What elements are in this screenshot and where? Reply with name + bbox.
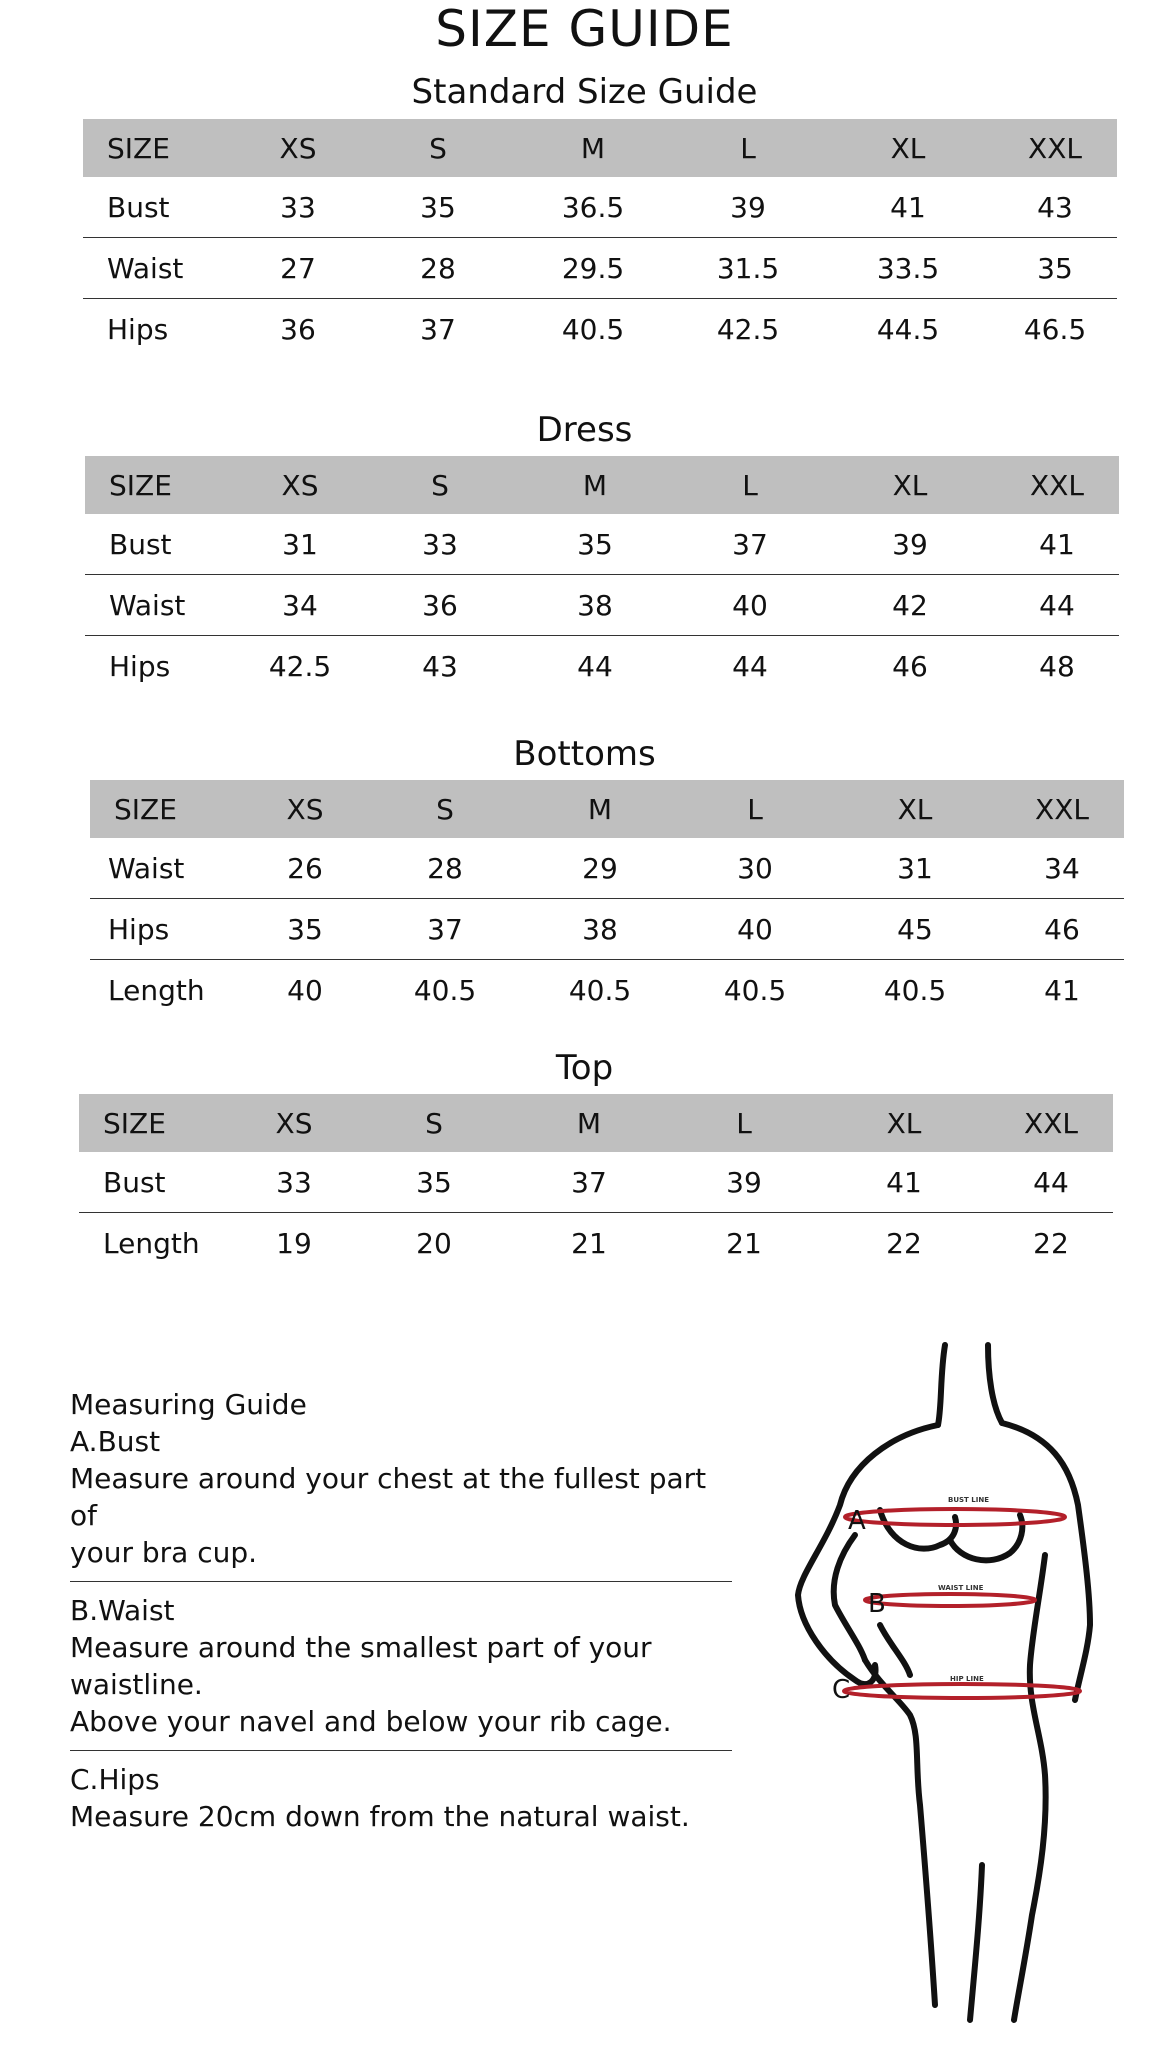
table-cell: 37	[509, 1152, 669, 1213]
bottoms-size-table	[90, 780, 1124, 1020]
divider	[70, 1750, 732, 1751]
table-cell: 21	[726, 1226, 762, 1260]
guide-item-heading: A.Bust	[70, 1425, 161, 1458]
header-cell: XS	[229, 1094, 359, 1152]
table-cell: 39	[825, 514, 995, 575]
table-cell: 35	[359, 1152, 509, 1213]
table-row	[79, 1213, 1113, 1274]
table-cell: 42	[825, 575, 995, 636]
header-cell: L	[669, 1094, 819, 1152]
guide-item-text: Measure around the smallest part of your waistline.	[70, 1631, 652, 1701]
guide-item-heading: B.Waist	[70, 1594, 175, 1627]
row-label: Length	[103, 1226, 200, 1260]
bust-line-label: BUST LINE	[948, 1496, 989, 1504]
table-cell: 33	[229, 1152, 359, 1213]
table-cell: 46	[892, 649, 928, 683]
row-label: Waist	[90, 838, 240, 899]
figure-letter-b: B	[868, 1589, 886, 1619]
table-cell: 22	[886, 1226, 922, 1260]
table-cell: 38	[520, 899, 680, 960]
table-cell: 39	[669, 1152, 819, 1213]
header-cell: M	[515, 456, 675, 514]
table-cell: 22	[1033, 1226, 1069, 1260]
row-label: Waist	[83, 238, 233, 299]
header-cell: S	[359, 1094, 509, 1152]
table-cell: 34	[235, 575, 365, 636]
table-cell: 31	[235, 514, 365, 575]
table-cell: 46	[1000, 899, 1124, 960]
header-cell: XXL	[1000, 780, 1124, 838]
body-measurement-figure	[770, 1305, 1110, 2025]
header-cell: XXL	[989, 1094, 1113, 1152]
table-cell: 30	[680, 838, 830, 899]
table-cell: 40.5	[568, 973, 632, 1007]
table-cell: 44.5	[876, 312, 940, 346]
hip-line-label: HIP LINE	[950, 1675, 984, 1683]
table-row	[85, 514, 1119, 575]
row-label: Hips	[90, 899, 240, 960]
table-cell: 28	[370, 838, 520, 899]
header-cell: XL	[823, 119, 993, 177]
table-cell: 41	[823, 177, 993, 238]
table-cell: 44	[989, 1152, 1113, 1213]
table-cell: 42.5	[716, 312, 780, 346]
row-label: Hips	[107, 312, 169, 346]
header-cell: SIZE	[90, 780, 240, 838]
standard-size-table	[83, 119, 1117, 359]
section-title-top: Top	[555, 1048, 614, 1088]
table-cell: 40.5	[561, 312, 625, 346]
table-cell: 38	[515, 575, 675, 636]
figure-letter-a: A	[848, 1506, 866, 1536]
table-header-row	[85, 456, 1119, 514]
table-cell: 48	[1039, 649, 1075, 683]
row-label: Hips	[109, 649, 171, 683]
header-cell: SIZE	[85, 456, 235, 514]
table-cell: 29.5	[513, 238, 673, 299]
table-row	[90, 838, 1124, 899]
header-cell: M	[509, 1094, 669, 1152]
table-cell: 26	[240, 838, 370, 899]
table-cell: 35	[993, 238, 1117, 299]
dress-size-table	[85, 456, 1119, 696]
header-cell: XL	[825, 456, 995, 514]
guide-item-waist	[70, 1592, 740, 1750]
table-cell: 37	[370, 899, 520, 960]
table-header-row	[79, 1094, 1113, 1152]
header-cell: L	[680, 780, 830, 838]
row-label: Waist	[85, 575, 235, 636]
table-cell: 36	[365, 575, 515, 636]
table-row	[79, 1152, 1113, 1213]
table-row	[83, 299, 1117, 360]
table-cell: 43	[993, 177, 1117, 238]
guide-item-heading: C.Hips	[70, 1763, 160, 1796]
table-header-row	[83, 119, 1117, 177]
table-cell: 46.5	[1023, 312, 1087, 346]
table-cell: 40.5	[413, 973, 477, 1007]
table-cell: 39	[673, 177, 823, 238]
row-label: Bust	[85, 514, 235, 575]
table-row	[90, 960, 1124, 1021]
table-cell: 36	[280, 312, 316, 346]
table-row	[83, 238, 1117, 299]
table-cell: 41	[819, 1152, 989, 1213]
waist-line-label: WAIST LINE	[938, 1584, 984, 1592]
table-cell: 40.5	[723, 973, 787, 1007]
guide-item-hips	[70, 1761, 740, 1845]
top-size-table	[79, 1094, 1113, 1273]
header-cell: SIZE	[83, 119, 233, 177]
table-cell: 40	[680, 899, 830, 960]
header-cell: XS	[233, 119, 363, 177]
measuring-guide-title: Measuring Guide	[70, 1388, 307, 1421]
table-cell: 41	[1044, 973, 1080, 1007]
table-cell: 31.5	[673, 238, 823, 299]
table-row	[83, 177, 1117, 238]
header-cell: M	[513, 119, 673, 177]
guide-item-bust	[70, 1423, 740, 1581]
table-cell: 35	[240, 899, 370, 960]
table-cell: 19	[276, 1226, 312, 1260]
guide-item-text: Measure 20cm down from the natural waist.	[70, 1800, 690, 1833]
table-cell: 43	[422, 649, 458, 683]
page-title: SIZE GUIDE	[435, 0, 734, 58]
table-cell: 44	[577, 649, 613, 683]
table-cell: 41	[995, 514, 1119, 575]
table-cell: 35	[363, 177, 513, 238]
table-cell: 34	[1000, 838, 1124, 899]
guide-item-text: Measure around your chest at the fullest part of	[70, 1462, 707, 1532]
waist-line	[865, 1594, 1035, 1606]
table-cell: 44	[995, 575, 1119, 636]
section-title-bottoms: Bottoms	[513, 734, 656, 774]
row-label: Bust	[79, 1152, 229, 1213]
header-cell: L	[675, 456, 825, 514]
table-cell: 33	[233, 177, 363, 238]
table-cell: 21	[571, 1226, 607, 1260]
table-cell: 29	[520, 838, 680, 899]
section-title-dress: Dress	[536, 410, 633, 450]
header-cell: XS	[240, 780, 370, 838]
figure-letter-c: C	[832, 1675, 851, 1705]
header-cell: S	[363, 119, 513, 177]
table-cell: 42.5	[268, 649, 332, 683]
row-label: Length	[108, 973, 205, 1007]
hip-line	[844, 1684, 1080, 1698]
header-cell: S	[365, 456, 515, 514]
header-cell: XXL	[995, 456, 1119, 514]
header-cell: SIZE	[79, 1094, 229, 1152]
table-row	[85, 636, 1119, 697]
table-cell: 28	[363, 238, 513, 299]
table-cell: 40	[675, 575, 825, 636]
header-cell: XL	[830, 780, 1000, 838]
row-label: Bust	[83, 177, 233, 238]
header-cell: M	[520, 780, 680, 838]
divider	[70, 1581, 732, 1582]
table-cell: 33	[365, 514, 515, 575]
table-cell: 33.5	[823, 238, 993, 299]
table-cell: 37	[675, 514, 825, 575]
header-cell: XXL	[993, 119, 1117, 177]
header-cell: L	[673, 119, 823, 177]
table-cell: 44	[732, 649, 768, 683]
header-cell: S	[370, 780, 520, 838]
table-cell: 31	[830, 838, 1000, 899]
table-cell: 40.5	[883, 973, 947, 1007]
header-cell: XS	[235, 456, 365, 514]
table-cell: 35	[515, 514, 675, 575]
table-row	[85, 575, 1119, 636]
table-header-row	[90, 780, 1124, 838]
table-cell: 37	[420, 312, 456, 346]
table-cell: 36.5	[513, 177, 673, 238]
guide-item-text: Above your navel and below your rib cage.	[70, 1705, 672, 1738]
header-cell: XL	[819, 1094, 989, 1152]
guide-item-text: your bra cup.	[70, 1536, 258, 1569]
section-title-standard: Standard Size Guide	[411, 72, 758, 112]
table-cell: 45	[830, 899, 1000, 960]
table-cell: 27	[233, 238, 363, 299]
table-row	[90, 899, 1124, 960]
table-cell: 20	[416, 1226, 452, 1260]
table-cell: 40	[287, 973, 323, 1007]
measuring-guide	[70, 1386, 740, 1845]
